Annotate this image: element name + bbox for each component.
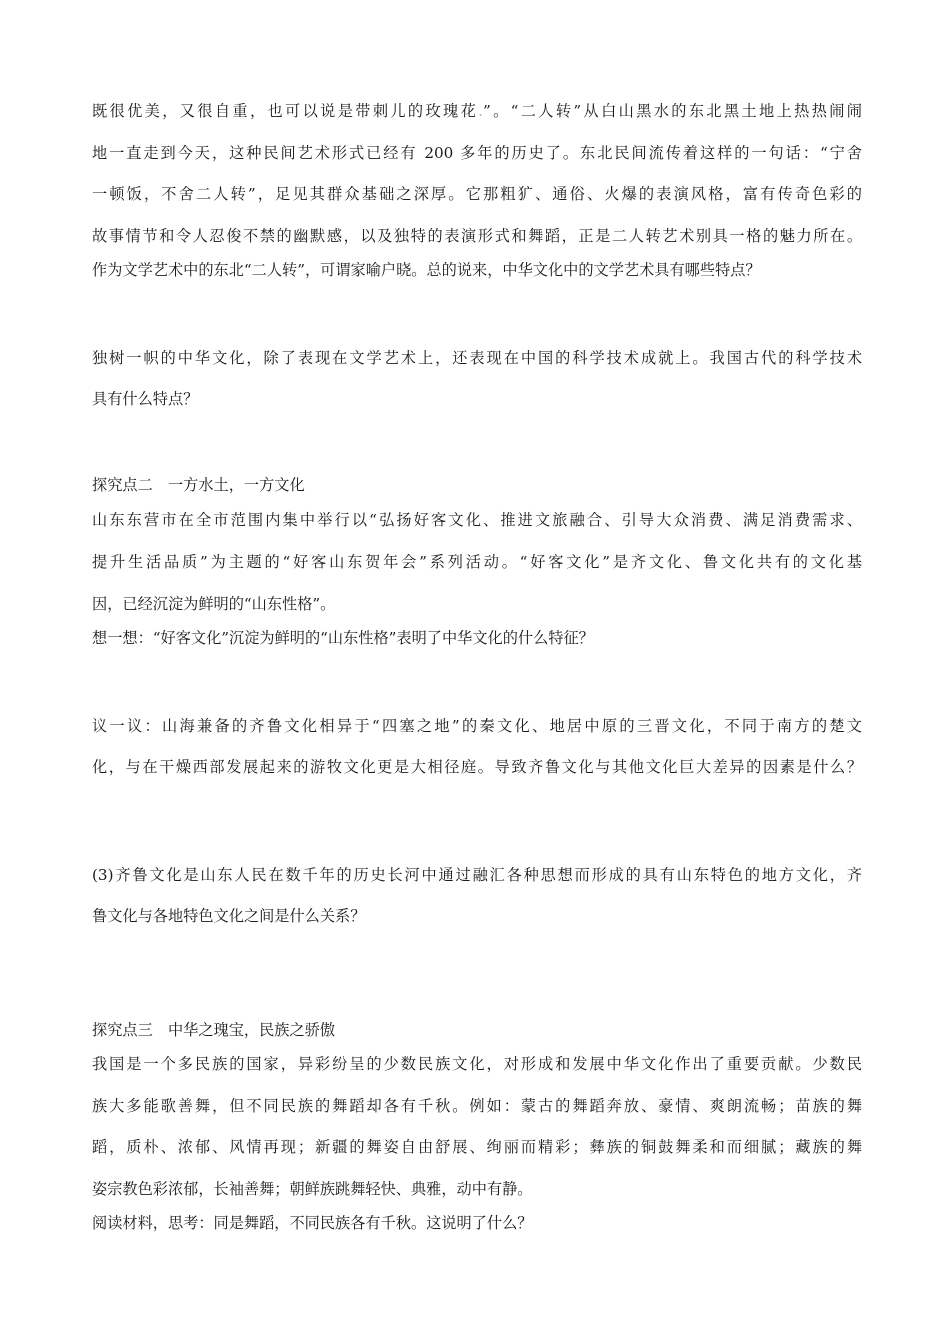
question-line: 鲁文化与各地特色文化之间是什么关系？ [92,907,366,925]
section-heading: 探究点二 一方水土，一方文化 [92,476,305,494]
text-line: 姿宗教色彩浓郁，长袖善舞；朝鲜族跳舞轻快、典雅，动中有静。 [92,1180,533,1198]
text-line: 一顿饭，不舍二人转”，足见其群众基础之深厚。它那粗犷、通俗、火爆的表演风格，富有传奇色彩的 [92,185,862,203]
question-line: 议一议：山海兼备的齐鲁文化相异于“四塞之地”的秦文化、地居中原的三晋文化，不同于南方的楚文 [92,717,862,735]
section-heading: 探究点三 中华之瑰宝，民族之骄傲 [92,1021,335,1039]
text-line: 地一直走到今天，这种民间艺术形式已经有 200 多年的历史了。东北民间流传着这样的一句话：“宁舍 [92,144,862,162]
question-line: 作为文学艺术中的东北“二人转”，可谓家喻户晓。总的说来，中华文化中的文学艺术具有哪些特点？ [92,261,761,279]
text-line: 提升生活品质”为主题的“好客山东贺年会”系列活动。“好客文化”是齐文化、鲁文化共有的文化基 [92,553,862,571]
text-line: 族大多能歌善舞，但不同民族的舞蹈却各有千秋。例如：蒙古的舞蹈奔放、豪情、爽朗流畅；苗族的舞 [92,1097,862,1115]
question-line: 化，与在干燥西部发展起来的游牧文化更是大相径庭。导致齐鲁文化与其他文化巨大差异的因素是什么？ [92,758,862,776]
document-page [92,0,862,1344]
text-line: 山东东营市在全市范围内集中举行以“弘扬好客文化、推进文旅融合、引导大众消费、满足消费需求、 [92,511,862,529]
question-line: 具有什么特点？ [92,390,199,408]
text-line: 独树一帜的中华文化，除了表现在文学艺术上，还表现在中国的科学技术成就上。我国古代的科学技术 [92,349,862,367]
question-line: 想一想：“好客文化”沉淀为鲜明的“山东性格”表明了中华文化的什么特征？ [92,629,594,647]
question-line: 阅读材料，思考：同是舞蹈，不同民族各有千秋。这说明了什么？ [92,1214,533,1232]
punctuation-mark: . [478,102,483,120]
text-line: 因，已经沉淀为鲜明的“山东性格”。 [92,595,336,613]
text-line: 既很优美，又很自重，也可以说是带刺儿的玫瑰花.”。“二人转”从白山黑水的东北黑土地上热热闹闹 [92,102,862,120]
question-line: (3)齐鲁文化是山东人民在数千年的历史长河中通过融汇各种思想而形成的具有山东特色的地方文化，齐 [92,866,862,884]
text-line: 故事情节和令人忍俊不禁的幽默感，以及独特的表演形式和舞蹈，正是二人转艺术别具一格的魅力所在。 [92,227,862,245]
text-line: 蹈，质朴、浓郁、风情再现；新疆的舞姿自由舒展、绚丽而精彩；彝族的铜鼓舞柔和而细腻；藏族的舞 [92,1138,862,1156]
text-line: 我国是一个多民族的国家，异彩纷呈的少数民族文化，对形成和发展中华文化作出了重要贡献。少数民 [92,1055,862,1073]
